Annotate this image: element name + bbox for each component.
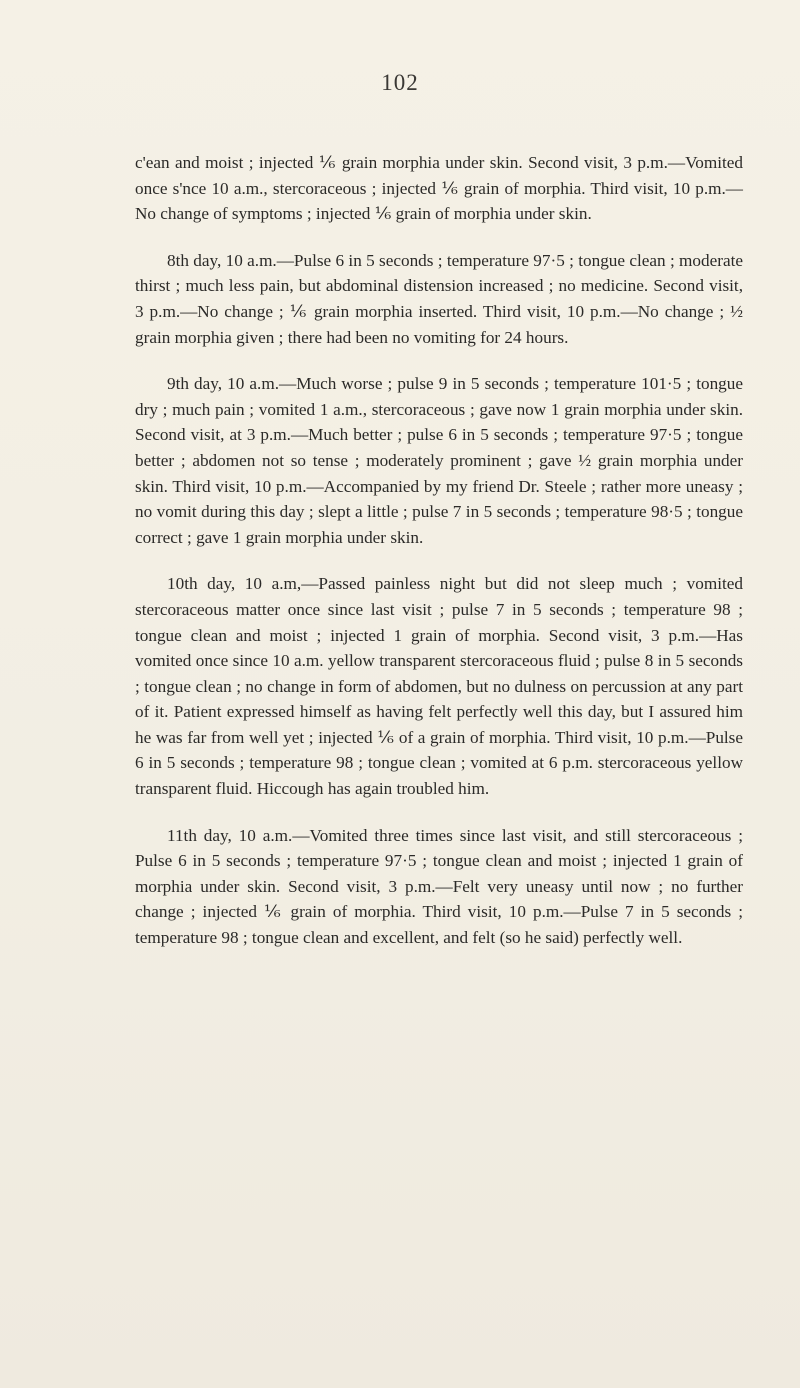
body-text	[135, 150, 743, 972]
paragraph-9th-day: 9th day, 10 a.m.—Much worse ; pulse 9 in 5 seconds ; temperature 101·5 ; tongue dry ; much pain ; vomited 1 a.m., stercoraceous ; gave now 1 grain morphia under skin. Second visit, at 3 p.m.—Much better ; pulse 6 in 5 seconds ; temperature 97·5 ; tongue better ; abdomen not so tense ; moderately prominent ; gave ½ grain morphia under skin. Third visit, 10 p.m.—Accompanied by my friend Dr. Steele ; rather more uneasy ; no vomit during this day ; slept a little ; pulse 7 in 5 seconds ; temperature 98·5 ; tongue correct ; gave 1 grain morphia under skin.	[135, 374, 743, 547]
paragraph-8th-day: 8th day, 10 a.m.—Pulse 6 in 5 seconds ; temperature 97·5 ; tongue clean ; moderate thirst ; much less pain, but abdominal distension increased ; no medicine. Second visit, 3 p.m.—No change ; ⅙ grain morphia inserted. Third visit, 10 p.m.—No change ; ½ grain morphia given ; there had been no vomiting for 24 hours.	[135, 250, 743, 347]
paragraph-11th-day: 11th day, 10 a.m.—Vomited three times since last visit, and still stercoraceous ; Pulse 6 in 5 seconds ; temperature 97·5 ; tongue clean and moist ; injected 1 grain of morphia under skin. Second visit, 3 p.m.—Felt very uneasy until now ; no further change ; injected ⅙ grain of morphia. Third visit, 10 p.m.—Pulse 7 in 5 seconds ; temperature 98 ; tongue clean and excellent, and felt (so he said) perfectly well.	[135, 825, 743, 948]
paragraph-continuation: c'ean and moist ; injected ⅙ grain morphia under skin. Second visit, 3 p.m.—Vomited once s'nce 10 a.m., stercoraceous ; injected ⅙ grain of morphia. Third visit, 10 p.m.—No change of symptoms ; injected ⅙ grain of morphia under skin.	[135, 153, 743, 224]
paragraph-10th-day: 10th day, 10 a.m,—Passed painless night but did not sleep much ; vomited stercoraceous matter once since last visit ; pulse 7 in 5 seconds ; temperature 98 ; tongue clean and moist ; injected 1 grain of morphia. Second visit, 3 p.m.—Has vomited once since 10 a.m. yellow transparent stercoraceous fluid ; pulse 8 in 5 seconds ; tongue clean ; no change in form of abdomen, but no dulness on percussion at any part of it. Patient expressed himself as having felt perfectly well this day, but I assured him he was far from well yet ; injected ⅙ of a grain of morphia. Third visit, 10 p.m.—Pulse 6 in 5 seconds ; temperature 98 ; tongue clean ; vomited at 6 p.m. stercoraceous yellow transparent fluid. Hiccough has again troubled him.	[135, 574, 743, 799]
page-number: 102	[381, 70, 419, 95]
